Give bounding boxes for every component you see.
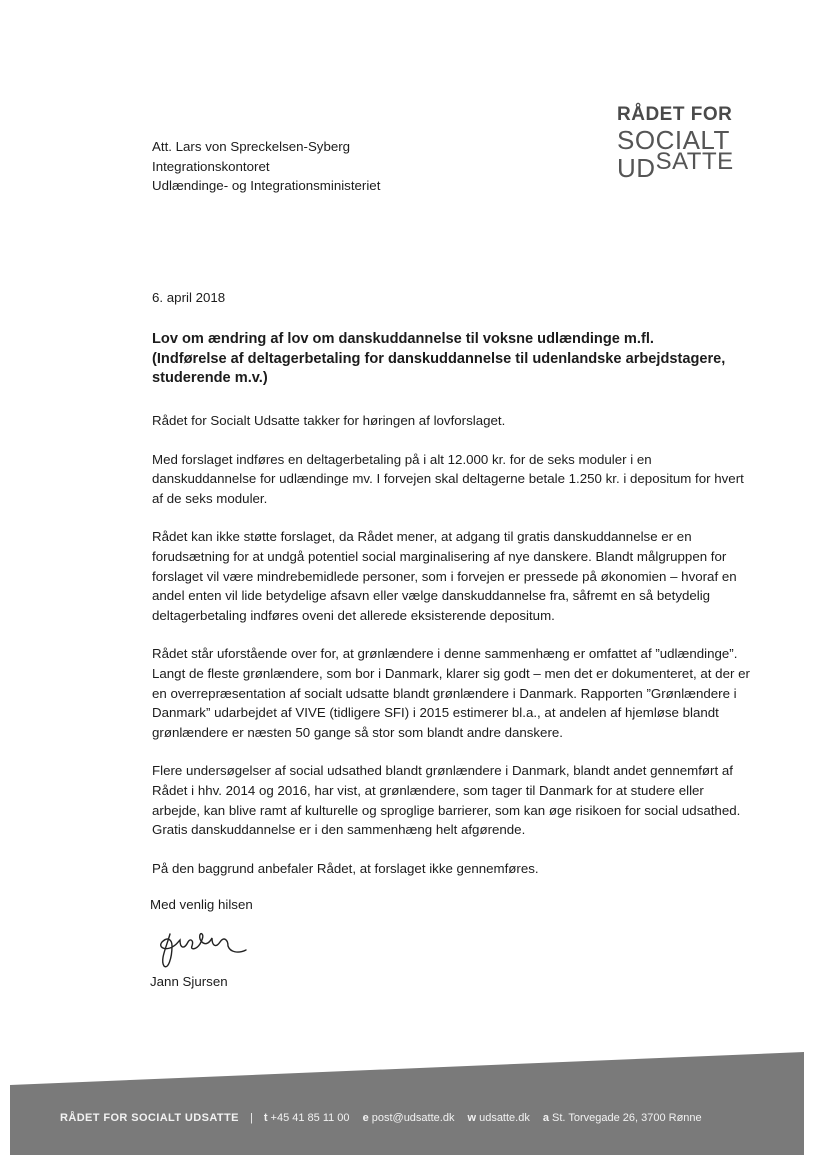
footer-divider: |: [249, 1112, 253, 1124]
closing-salutation: Med venlig hilsen: [150, 897, 253, 912]
paragraph: Flere undersøgelser af social udsathed blandt grønlændere i Danmark, blandt andet gennemført af Rådet i hhv. 2014 og 2016, har vist, at grønlændere, som tager til Danmark for at studere eller arbejde, kan blive ramt af kulturelle og sproglige barrierer, som kan øge risikoen for social udsathed. Gratis danskuddannelse er i den sammenhæng helt afgørende.: [152, 763, 741, 838]
footer-contact: [60, 1112, 820, 1124]
paragraph: Med forslaget indføres en deltagerbetaling på i alt 12.000 kr. for de seks moduler i en danskuddannelse for udlændinge mv. I forvejen skal deltagerne betale 1.250 kr. i depositum for hvert af de seks moduler.: [152, 451, 744, 506]
paragraph: Rådet kan ikke støtte forslaget, da Rådet mener, at adgang til gratis danskuddannelse er en forudsætning for at undgå potentiel social marginalisering af nye danskere. Blandt målgruppen for forslaget vil være mindrebemidlede personer, som i forvejen er pressede på økonomien – hvoraf en andel enten vil lide betydelige afsavn eller vælge danskuddannelse fra, såfremt en så betydelig deltagerbetaling indføres oveni det allerede eksisterende depositum.: [152, 529, 737, 623]
footer-org-name: RÅDET FOR SOCIALT UDSATTE: [60, 1112, 239, 1124]
address-line-3: Udlændinge- og Integrationsministeriet: [152, 178, 381, 194]
footer-address: St. Torvegade 26, 3700 Rønne: [552, 1112, 702, 1124]
logo-ud: UD: [617, 153, 656, 183]
paragraph: Rådet står uforstående over for, at grønlændere i denne sammenhæng er omfattet af ”udlændinge”. Langt de fleste grønlændere, som bor i Danmark, klarer sig godt – men det er dokumenteret, at der er en overrepræsentation af socialt udsatte blandt grønlændere i Danmark. Rapporten ”Grønlændere i Danmark” udarbejdet af VIVE (tidligere SFI) i 2015 estimerer bl.a., at andelen af hjemløse blandt grønlændere er næsten 50 gange så stor som blandt andre danskere.: [152, 646, 750, 740]
paragraph: På den baggrund anbefaler Rådet, at forslaget ikke gennemføres.: [152, 860, 539, 876]
footer-web[interactable]: udsatte.dk: [479, 1112, 530, 1124]
address-line-2: Integrationskontoret: [152, 158, 270, 174]
footer-address-label: a: [542, 1112, 550, 1124]
footer-phone-label: t: [263, 1112, 268, 1124]
footer-band-shape: [10, 1052, 804, 1155]
footer-phone: +45 41 85 11 00: [270, 1112, 350, 1124]
logo-line-1: RÅDET FOR: [617, 104, 733, 125]
footer-email-label: e: [362, 1112, 369, 1124]
logo-satte: SATTE: [655, 148, 734, 175]
paragraph: Rådet for Socialt Udsatte takker for høringen af lovforslaget.: [152, 413, 506, 428]
address-line-1: Att. Lars von Spreckelsen-Syberg: [152, 139, 351, 154]
letter-date: 6. april 2018: [152, 290, 226, 305]
title-line-2: (Indførelse af deltagerbetaling for danskuddannelse til udenlandske arbejdstagere, studerende m.v.): [152, 350, 726, 386]
footer-web-label: w: [467, 1112, 477, 1124]
title-line-1: Lov om ændring af lov om danskuddannelse til voksne udlændinge m.fl.: [152, 331, 654, 347]
logo-line-2: SOCIALT: [617, 125, 730, 155]
signer-name: Jann Sjursen: [150, 974, 228, 989]
footer-email[interactable]: post@udsatte.dk: [371, 1112, 455, 1124]
